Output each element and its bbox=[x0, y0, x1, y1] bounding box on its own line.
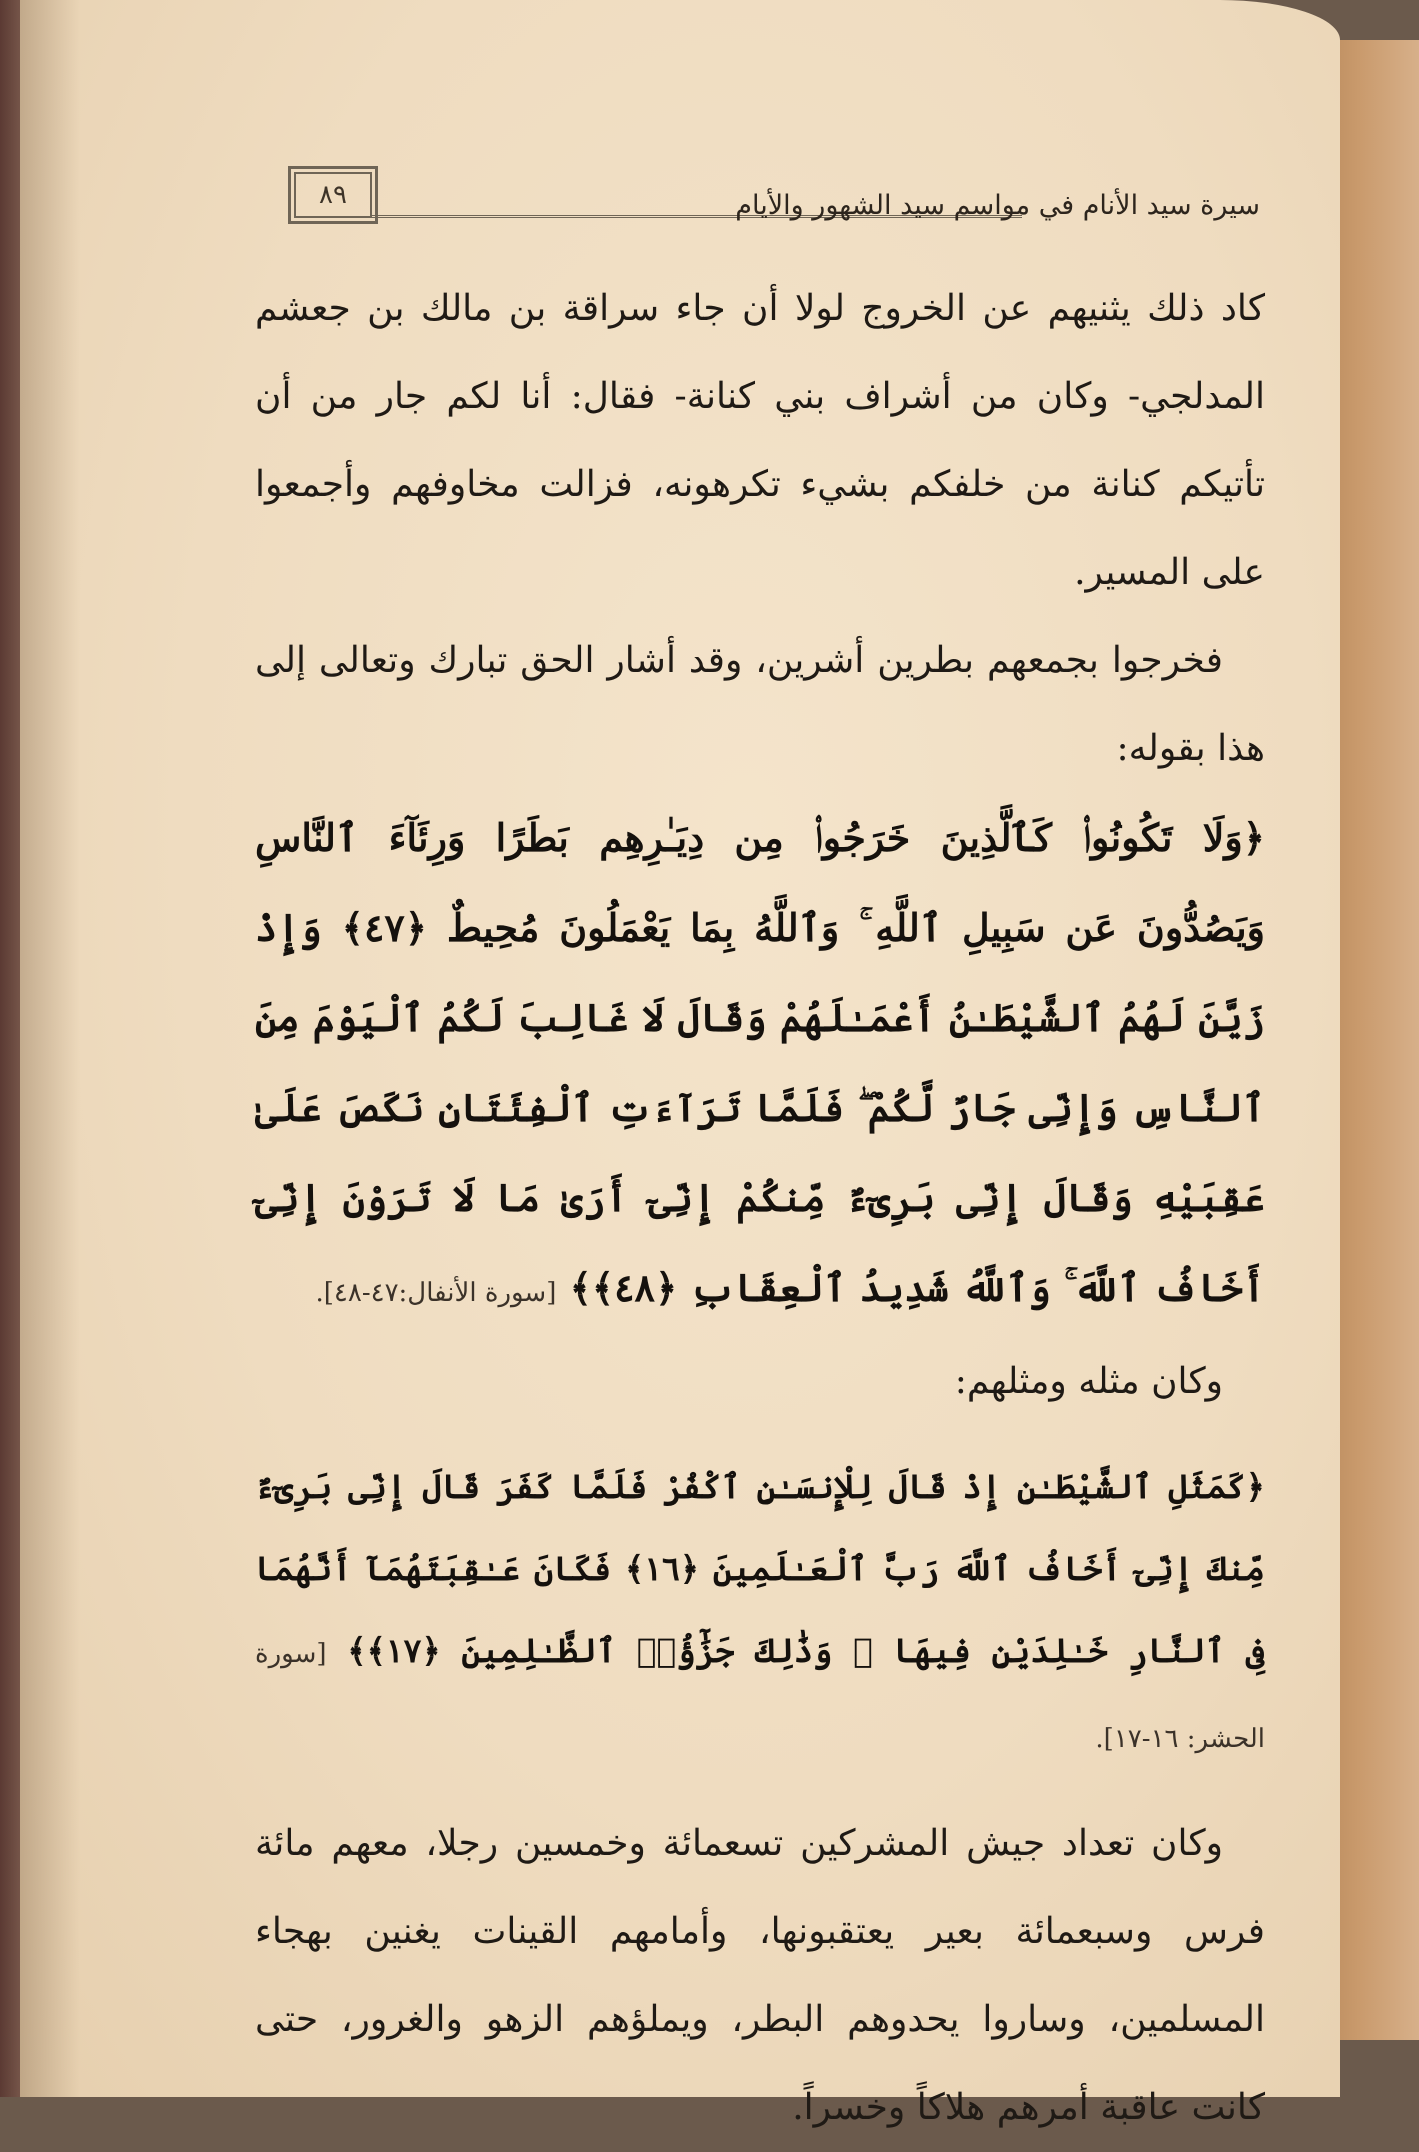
quran-verse-2-reference: [سورة الحشر: ١٦-١٧]. bbox=[255, 1639, 1265, 1754]
quran-verse-2 bbox=[255, 1446, 1265, 1780]
quran-verse-2-text: ﴿كَمَثَلِ ٱلشَّيْطَـٰنِ إِذْ قَالَ لِلْإِنسَـٰنِ ٱكْفُرْ فَلَمَّا كَفَرَ قَالَ إِنِّى بَرِىٓءٌ مِّنكَ إِنِّىٓ أَخَافُ ٱللَّهَ رَبَّ ٱلْعَـٰلَمِينَ ﴿١٦﴾ فَكَانَ عَـٰقِبَتَهُمَآ أَنَّهُمَا فِى ٱلنَّارِ خَـٰلِدَيْنِ فِيهَا ۚ وَذَٰلِكَ جَزَٰٓؤُا۟ ٱلظَّـٰلِمِينَ ﴿١٧﴾﴾ bbox=[255, 1467, 1266, 1670]
quran-verse-1 bbox=[255, 793, 1265, 1338]
paragraph-1: كاد ذلك يثنيهم عن الخروج لولا أن جاء سراقة بن مالك بن جعشم المدلجي- وكان من أشراف بني كنانة- فقال: أنا لكم جار من أن تأتيكم كنانة من خلفكم بشيء تكرهونه، فزالت مخاوفهم وأجمعوا على المسير. bbox=[255, 288, 1265, 593]
quran-verse-1-reference: [سورة الأنفال:٤٧-٤٨]. bbox=[315, 1278, 557, 1308]
page-body bbox=[255, 265, 1265, 2152]
page-number: ٨٩ bbox=[288, 166, 378, 224]
paragraph-4: وكان تعداد جيش المشركين تسعمائة وخمسين رجلا، معهم مائة فرس وسبعمائة بعير يعتقبونها، وأمامهم القينات يغنين بهجاء المسلمين، وساروا يحدوهم البطر، ويملؤهم الزهو والغرور، حتى كانت عاقبة أمرهم هلاكاً وخسراً. bbox=[255, 1823, 1265, 2128]
running-title: سيرة سيد الأنام في مواسم سيد الشهور والأيام bbox=[735, 190, 1260, 221]
page-gutter-shadow bbox=[20, 0, 80, 2097]
paragraph-2: فخرجوا بجمعهم بطرين أشرين، وقد أشار الحق تبارك وتعالى إلى هذا بقوله: bbox=[255, 640, 1265, 769]
page-header bbox=[280, 160, 1280, 240]
quran-verse-1-text: ﴿وَلَا تَكُونُوا۟ كَٱلَّذِينَ خَرَجُوا۟ مِن دِيَـٰرِهِم بَطَرًا وَرِئَآءَ ٱلنَّاسِ وَيَصُدُّونَ عَن سَبِيلِ ٱللَّهِ ۚ وَٱللَّهُ بِمَا يَعْمَلُونَ مُحِيطٌ ﴿٤٧﴾ وَإِذْ زَيَّنَ لَهُمُ ٱلشَّيْطَـٰنُ أَعْمَـٰلَهُمْ وَقَالَ لَا غَالِبَ لَكُمُ ٱلْيَوْمَ مِنَ ٱلنَّاسِ وَإِنِّى جَارٌ لَّكُمْ ۖ فَلَمَّا تَرَآءَتِ ٱلْفِئَتَانِ نَكَصَ عَلَىٰ عَقِبَيْهِ وَقَالَ إِنِّى بَرِىٓءٌ مِّنكُمْ إِنِّىٓ أَرَىٰ مَا لَا تَرَوْنَ إِنِّىٓ أَخَافُ ٱللَّهَ ۚ وَٱللَّهُ شَدِيدُ ٱلْعِقَابِ ﴿٤٨﴾﴾ bbox=[255, 815, 1265, 1310]
paragraph-3: وكان مثله ومثلهم: bbox=[954, 1361, 1223, 1402]
